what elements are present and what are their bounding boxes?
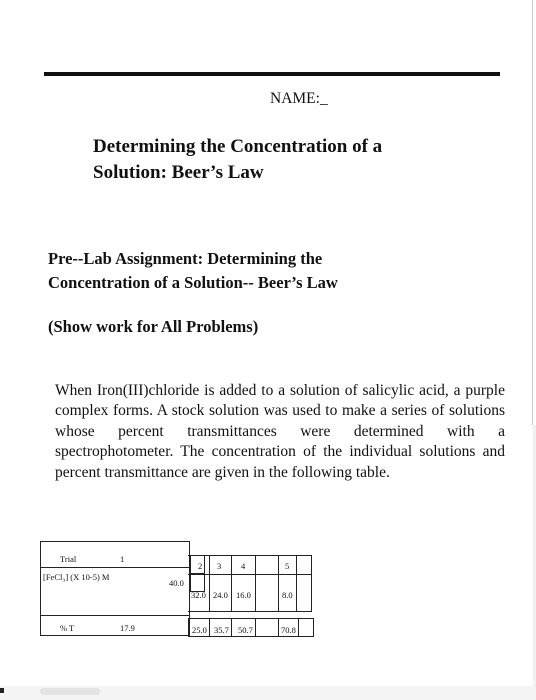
concentration-cell: 32.0 bbox=[191, 590, 206, 600]
table-col-divider bbox=[209, 555, 210, 611]
page-edge bbox=[532, 0, 533, 425]
concentration-cell: 40.0 bbox=[169, 578, 184, 588]
transmittance-cell: 25.0 bbox=[192, 625, 207, 635]
transmittance-cell: 35.7 bbox=[214, 625, 229, 635]
prelab-heading bbox=[48, 247, 488, 295]
table-col-divider bbox=[311, 555, 312, 611]
header-rule bbox=[44, 72, 500, 76]
table-row-divider bbox=[40, 615, 190, 616]
prelab-line-2: Concentration of a Solution-- Beer’s Law bbox=[48, 273, 338, 292]
table-row-divider bbox=[40, 567, 190, 568]
concentration-cell: 16.0 bbox=[236, 590, 251, 600]
transmittance-cell: 50.7 bbox=[238, 625, 253, 635]
trial-cell: 2 bbox=[198, 561, 203, 571]
trial-cell: 3 bbox=[217, 561, 222, 571]
table-trial-header-box bbox=[188, 555, 312, 575]
trial-cell: 1 bbox=[120, 554, 125, 564]
row-label-concentration: [FeCl₃] (X 10-5) M bbox=[43, 572, 110, 582]
instruction-heading: (Show work for All Problems) bbox=[48, 317, 259, 336]
table-col-divider bbox=[231, 618, 232, 637]
table-col-divider bbox=[298, 618, 299, 637]
table-col-divider bbox=[255, 555, 256, 611]
corner-marker bbox=[0, 688, 4, 693]
trial-cell: 5 bbox=[285, 561, 290, 571]
table-col-divider bbox=[278, 555, 279, 611]
document-title bbox=[93, 134, 453, 186]
trial-cell: 4 bbox=[241, 561, 246, 571]
transmittance-cell: 70.8 bbox=[281, 625, 296, 635]
table-row-divider bbox=[188, 611, 312, 612]
table-col-divider bbox=[296, 555, 297, 611]
table-col-divider bbox=[255, 618, 256, 637]
data-table bbox=[40, 541, 313, 637]
title-line-2: Solution: Beer’s Law bbox=[93, 162, 264, 183]
page-tab bbox=[40, 688, 100, 695]
concentration-cell: 24.0 bbox=[213, 590, 228, 600]
prelab-line-1: Pre--Lab Assignment: Determining the bbox=[48, 249, 323, 268]
problem-paragraph: When Iron(III)chloride is added to a solution of salicylic acid, a purple complex forms. A stock solution was used to make a series of solutions whose percent transmittances were determined with a spectrophotometer. The concentration of the individual solutions and percent transmittance are given in the following table. bbox=[55, 382, 505, 481]
transmittance-cell: 17.9 bbox=[120, 623, 135, 633]
name-field-label: NAME:_ bbox=[270, 90, 328, 107]
table-col-divider bbox=[231, 555, 232, 611]
title-line-1: Determining the Concentration of a bbox=[93, 136, 383, 157]
table-col-divider bbox=[209, 618, 210, 637]
table-col-divider bbox=[278, 618, 279, 637]
concentration-cell: 8.0 bbox=[282, 590, 293, 600]
row-label-trial: Trial bbox=[60, 554, 77, 564]
row-label-transmittance: % T bbox=[60, 623, 75, 633]
